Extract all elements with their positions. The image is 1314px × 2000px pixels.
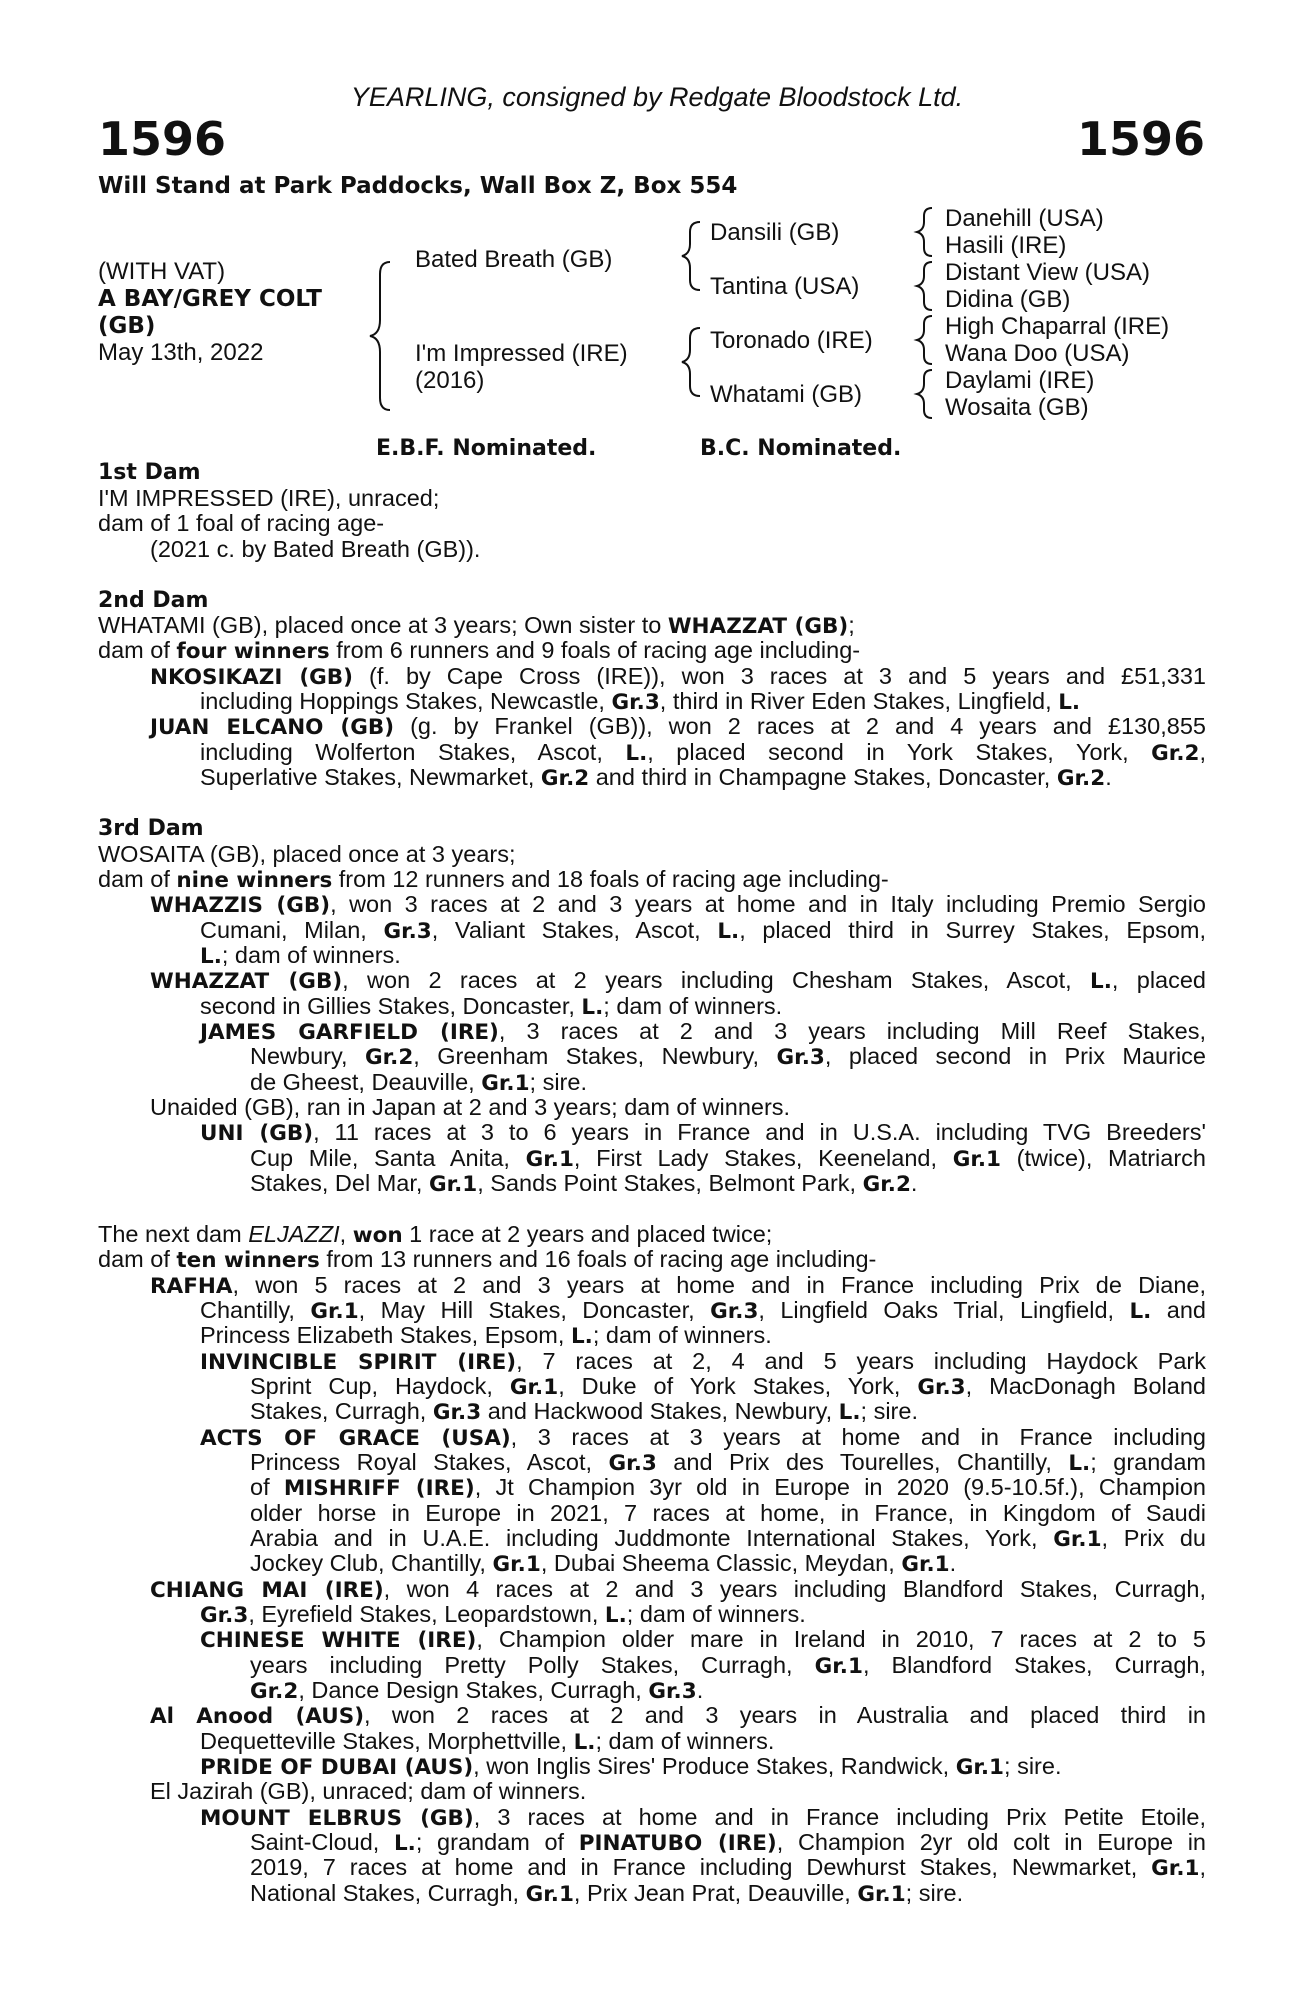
brace-g4 [917,370,932,418]
next-dam-line: Jockey Club, Chantilly, Gr.1, Dubai Sheema Classic, Meydan, Gr.1. [250,1550,957,1577]
third-dam-line: dam of nine winners from 12 runners and 18 foals of racing age including- [98,866,889,893]
pedigree-braces [0,0,1314,440]
next-dam-line: ACTS OF GRACE (USA), 3 races at 3 years at home and in France including [200,1424,1206,1451]
third-dam-line: WHAZZIS (GB), won 3 races at 2 and 3 years at home and in Italy including Premio Sergio [150,891,1206,918]
first-dam-line: I'M IMPRESSED (IRE), unraced; [98,485,440,511]
next-dam-line: INVINCIBLE SPIRIT (IRE), 7 races at 2, 4 and 5 years including Haydock Park [200,1348,1206,1375]
next-dam-line: RAFHA, won 5 races at 2 and 3 years at home and in France including Prix de Diane, [150,1272,1206,1299]
stand-location: Will Stand at Park Paddocks, Wall Box Z, Box 554 [98,173,738,199]
second-dam-line: Superlative Stakes, Newmarket, Gr.2 and third in Champagne Stakes, Doncaster, Gr.2. [200,764,1112,791]
consignor-line: YEARLING, consigned by Redgate Bloodstock Ltd. [350,82,964,112]
sire: Bated Breath (GB) [415,246,613,273]
first-dam-line: (2021 c. by Bated Breath (GB)). [150,536,481,562]
third-dam-line: UNI (GB), 11 races at 3 to 6 years in France and in U.S.A. including TVG Breeders' [200,1119,1206,1146]
next-dam-line: Sprint Cup, Haydock, Gr.1, Duke of York Stakes, York, Gr.3, MacDonagh Boland [250,1373,1206,1400]
pedigree-g2: Hasili (IRE) [945,232,1067,259]
second-dam-line: dam of four winners from 6 runners and 9 foals of racing age including- [98,637,861,664]
pedigree-g3: Distant View (USA) [945,259,1150,286]
dam-sire: Toronado (IRE) [710,327,873,354]
next-dam-line: CHINESE WHITE (IRE), Champion older mare in Ireland in 2010, 7 races at 2 to 5 [200,1626,1206,1653]
third-dam-line: WOSAITA (GB), placed once at 3 years; [98,841,516,867]
second-dam-line: NKOSIKAZI (GB) (f. by Cape Cross (IRE)), won 3 races at 3 and 5 years and £51,331 [150,663,1207,690]
lot-number-right: 1596 [1076,112,1205,166]
next-dam-line: Al Anood (AUS), won 2 races at 2 and 3 years in Australia and placed third in [150,1702,1206,1729]
third-dam-line: de Gheest, Deauville, Gr.1; sire. [250,1069,587,1096]
next-dam-line: Chantilly, Gr.1, May Hill Stakes, Doncaster, Gr.3, Lingfield Oaks Trial, Lingfield, L. and [200,1297,1206,1324]
brace-sire [682,222,700,290]
next-dam-line: years including Pretty Polly Stakes, Curragh, Gr.1, Blandford Stakes, Curragh, [250,1652,1207,1679]
brace-sire-dam [370,262,390,410]
dam: I'm Impressed (IRE) [415,340,628,367]
vat-note: (WITH VAT) [98,258,226,285]
ebf-nomination: E.B.F. Nominated. [376,436,597,461]
first-dam-line: dam of 1 foal of racing age- [98,510,385,536]
third-dam-line: Unaided (GB), ran in Japan at 2 and 3 years; dam of winners. [150,1094,791,1120]
third-dam-line: Cumani, Milan, Gr.3, Valiant Stakes, Ascot, L., placed third in Surrey Stakes, Epsom, [200,917,1207,944]
brace-g2 [917,262,932,310]
third-dam-line: WHAZZAT (GB), won 2 races at 2 years including Chesham Stakes, Ascot, L., placed [150,967,1206,994]
pedigree-g5: High Chaparral (IRE) [945,313,1170,340]
next-dam-line: of MISHRIFF (IRE), Jt Champion 3yr old in Europe in 2020 (9.5-10.5f.), Champion [250,1474,1206,1501]
next-dam-line: Saint-Cloud, L.; grandam of PINATUBO (IRE), Champion 2yr old colt in Europe in [250,1829,1206,1856]
sire-sire: Dansili (GB) [710,219,840,246]
dam-dam: Whatami (GB) [710,381,863,408]
next-dam-line: PRIDE OF DUBAI (AUS), won Inglis Sires' Produce Stakes, Randwick, Gr.1; sire. [200,1753,1062,1780]
brace-g3 [917,316,932,364]
third-dam-line: L.; dam of winners. [200,942,401,969]
third-dam-heading: 3rd Dam [98,816,204,841]
horse-origin: (GB) [98,313,156,339]
second-dam-heading: 2nd Dam [98,588,209,613]
first-dam-heading: 1st Dam [98,460,201,485]
brace-g1 [917,208,932,256]
next-dam-line: older horse in Europe in 2021, 7 races at home, in France, in Kingdom of Saudi [250,1500,1206,1526]
third-dam-line: second in Gillies Stakes, Doncaster, L.; dam of winners. [200,993,783,1020]
dam-year: (2016) [415,367,485,394]
pedigree-g1: Danehill (USA) [945,205,1104,232]
third-dam-line: Cup Mile, Santa Anita, Gr.1, First Lady Stakes, Keeneland, Gr.1 (twice), Matriarch [250,1145,1206,1172]
second-dam-line: WHATAMI (GB), placed once at 3 years; Own sister to WHAZZAT (GB); [98,612,855,639]
lot-number-left: 1596 [98,112,227,166]
next-dam-line: Stakes, Curragh, Gr.3 and Hackwood Stakes, Newbury, L.; sire. [250,1398,918,1425]
pedigree-g6: Wana Doo (USA) [945,340,1130,367]
horse-description: A BAY/GREY COLT [98,286,322,312]
next-dam-line: The next dam ELJAZZI, won 1 race at 2 years and placed twice; [98,1221,773,1248]
second-dam-line: including Hoppings Stakes, Newcastle, Gr.3, third in River Eden Stakes, Lingfield, L. [200,688,1081,715]
pedigree-g7: Daylami (IRE) [945,367,1095,394]
next-dam-line: Gr.3, Eyrefield Stakes, Leopardstown, L.; dam of winners. [200,1601,806,1628]
next-dam-line: 2019, 7 races at home and in France including Dewhurst Stakes, Newmarket, Gr.1, [250,1854,1206,1881]
third-dam-line: Stakes, Del Mar, Gr.1, Sands Point Stakes, Belmont Park, Gr.2. [250,1170,918,1197]
pedigree-g4: Didina (GB) [945,286,1071,313]
third-dam-line: Newbury, Gr.2, Greenham Stakes, Newbury, Gr.3, placed second in Prix Maurice [250,1043,1206,1070]
next-dam-line: Gr.2, Dance Design Stakes, Curragh, Gr.3. [250,1677,704,1704]
pedigree-g8: Wosaita (GB) [945,394,1089,421]
next-dam-line: Princess Elizabeth Stakes, Epsom, L.; dam of winners. [200,1322,772,1349]
next-dam-line: Princess Royal Stakes, Ascot, Gr.3 and Prix des Tourelles, Chantilly, L.; grandam [250,1449,1206,1476]
next-dam-line: El Jazirah (GB), unraced; dam of winners. [150,1778,587,1804]
second-dam-line: JUAN ELCANO (GB) (g. by Frankel (GB)), won 2 races at 2 and 4 years and £130,855 [150,713,1206,740]
next-dam-line: Dequetteville Stakes, Morphettville, L.; dam of winners. [200,1728,775,1755]
third-dam-line: JAMES GARFIELD (IRE), 3 races at 2 and 3 years including Mill Reef Stakes, [200,1018,1206,1045]
bc-nomination: B.C. Nominated. [700,436,902,461]
next-dam-line: MOUNT ELBRUS (GB), 3 races at home and in France including Prix Petite Etoile, [200,1804,1206,1831]
next-dam-line: dam of ten winners from 13 runners and 16 foals of racing age including- [98,1246,877,1273]
sire-dam: Tantina (USA) [710,273,860,300]
next-dam-line: National Stakes, Curragh, Gr.1, Prix Jean Prat, Deauville, Gr.1; sire. [250,1880,964,1907]
next-dam-line: CHIANG MAI (IRE), won 4 races at 2 and 3 years including Blandford Stakes, Curragh, [150,1576,1207,1603]
next-dam-line: Arabia and in U.A.E. including Juddmonte International Stakes, York, Gr.1, Prix du [250,1525,1206,1552]
second-dam-line: including Wolferton Stakes, Ascot, L., placed second in York Stakes, York, Gr.2, [200,739,1206,766]
brace-dam [682,328,700,396]
foaling-date: May 13th, 2022 [98,339,264,366]
